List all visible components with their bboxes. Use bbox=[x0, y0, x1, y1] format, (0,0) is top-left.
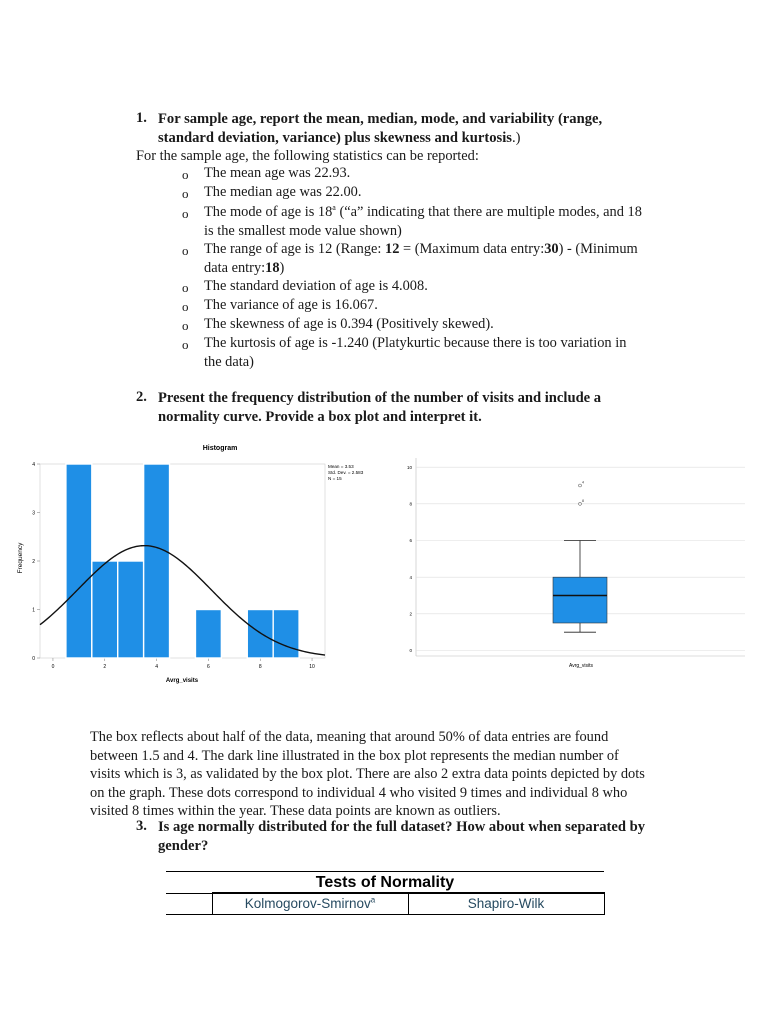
bullet-skewness: The skewness of age is 0.394 (Positively skewed). bbox=[204, 316, 494, 332]
bullet-marker: o bbox=[182, 206, 189, 221]
q1-heading bbox=[158, 110, 718, 147]
histogram-y-tick-label: 3 bbox=[32, 510, 35, 517]
bullet-range-text-min: ) - (Minimum bbox=[558, 241, 638, 257]
sw-header-label: Shapiro-Wilk bbox=[467, 896, 545, 911]
bullet-range-max-value: 30 bbox=[544, 241, 559, 257]
bullet-marker: o bbox=[182, 243, 189, 258]
histogram-x-axis-label: Avrg_visits bbox=[165, 678, 199, 684]
normality-table-title: Tests of Normality bbox=[315, 874, 455, 891]
ks-header-label: Kolmogorov-Smirnov bbox=[244, 896, 371, 911]
q1-heading-line2-tail: .) bbox=[511, 129, 521, 146]
boxplot-outlier-label: 8 bbox=[582, 498, 584, 503]
normality-table-corner-cell bbox=[166, 892, 213, 915]
bullet-mean: The mean age was 22.93. bbox=[204, 165, 351, 181]
ks-header-superscript: a bbox=[370, 895, 376, 905]
interpretation-line: on the graph. These dots correspond to individual 4 who visited 9 times and individual 8 who bbox=[90, 784, 628, 801]
q2-heading-line1: Present the frequency distribution of the number of visits and include a bbox=[158, 390, 602, 406]
interpretation-paragraph bbox=[90, 728, 730, 821]
bullet-marker: o bbox=[182, 299, 189, 314]
bullet-mode-line2: is the smallest mode value shown) bbox=[204, 222, 402, 239]
bullet-marker: o bbox=[182, 167, 189, 182]
boxplot-y-tick-label: 0 bbox=[409, 648, 412, 654]
bullet-marker: o bbox=[182, 186, 189, 201]
boxplot-y-tick-label: 10 bbox=[406, 464, 412, 470]
histogram-y-tick-label: 0 bbox=[32, 655, 35, 662]
histogram-bar bbox=[144, 464, 170, 658]
histogram-x-tick-label: 6 bbox=[207, 664, 210, 670]
bullet-range-value: 12 bbox=[385, 241, 400, 257]
histogram-y-tick-label: 4 bbox=[32, 461, 35, 468]
bullet-mode-superscript: a bbox=[332, 203, 336, 213]
boxplot-outlier-label: 4 bbox=[582, 480, 584, 485]
bullet-mode bbox=[204, 203, 674, 240]
histogram-title: Histogram bbox=[202, 445, 238, 452]
boxplot-y-tick-label: 4 bbox=[409, 574, 412, 580]
bullet-range bbox=[204, 240, 674, 277]
histogram-bar bbox=[247, 610, 273, 659]
bullet-kurtosis bbox=[204, 334, 674, 371]
boxplot-y-tick-label: 8 bbox=[409, 501, 412, 507]
q2-number: 2. bbox=[136, 389, 147, 405]
bullet-kurtosis-line2: the data) bbox=[204, 353, 254, 370]
q2-heading bbox=[158, 389, 718, 426]
histogram-bar bbox=[118, 561, 144, 658]
bullet-range-close: ) bbox=[279, 259, 285, 276]
bullet-range-text-max: = (Maximum data entry: bbox=[399, 241, 545, 257]
q1-heading-line2-bold: standard deviation, variance) plus skewness and kurtosis bbox=[158, 129, 512, 146]
boxplot-x-axis-label: Avrg_visits bbox=[568, 663, 594, 669]
bullet-range-text: The range of age is 12 (Range: bbox=[204, 241, 386, 257]
bullet-marker: o bbox=[182, 318, 189, 333]
histogram-x-tick-label: 2 bbox=[103, 664, 107, 670]
q1-number: 1. bbox=[136, 110, 147, 126]
interpretation-line: The box reflects about half of the data, meaning that around 50% of data entries are found bbox=[90, 729, 609, 745]
histogram-y-tick-label: 2 bbox=[32, 558, 35, 565]
interpretation-line: visits which is 3, as validated by the box plot. There are also 2 extra data points depicted by dots bbox=[90, 766, 645, 782]
histogram-stat-n: N = 15 bbox=[328, 476, 342, 481]
histogram-stat-mean: Mean = 3.53 bbox=[328, 464, 354, 469]
q2-heading-line2: normality curve. Provide a box plot and interpret it. bbox=[158, 408, 482, 425]
histogram-x-tick-label: 0 bbox=[51, 664, 55, 670]
bullet-marker: o bbox=[182, 280, 189, 295]
q1-heading-line2 bbox=[158, 129, 718, 148]
interpretation-line: visited 8 times within the year. These data points are known as outliers. bbox=[90, 803, 501, 819]
normality-table-title-row bbox=[166, 871, 604, 894]
normality-table-header-sw bbox=[408, 892, 605, 915]
q1-heading-line1: For sample age, report the mean, median, mode, and variability (range, bbox=[158, 111, 603, 127]
histogram-bar bbox=[195, 610, 221, 659]
histogram-y-axis-label: Frequency bbox=[17, 542, 24, 574]
histogram-x-tick-label: 4 bbox=[155, 664, 158, 670]
histogram-bar bbox=[273, 610, 299, 659]
histogram-bar bbox=[66, 464, 92, 658]
q1-intro: For the sample age, the following statistics can be reported: bbox=[136, 148, 479, 164]
bullet-mode-text: The mode of age is 18 bbox=[204, 204, 333, 220]
histogram-stats-legend bbox=[328, 464, 364, 481]
histogram-x-tick-label: 8 bbox=[258, 664, 262, 670]
histogram-x-tick-label: 10 bbox=[309, 664, 315, 670]
boxplot-y-tick-label: 2 bbox=[409, 611, 412, 617]
bullet-std-dev: The standard deviation of age is 4.008. bbox=[204, 278, 428, 294]
bullet-range-min-value: 18 bbox=[265, 259, 280, 276]
histogram-bar bbox=[92, 561, 118, 658]
bullet-marker: o bbox=[182, 337, 189, 352]
boxplot-chart bbox=[398, 452, 760, 674]
bullet-mode-text-cont: (“a” indicating that there are multiple modes, and 18 bbox=[335, 204, 642, 220]
interpretation-line: between 1.5 and 4. The dark line illustrated in the box plot represents the median number of bbox=[90, 747, 619, 764]
q3-number: 3. bbox=[136, 818, 147, 834]
boxplot-box bbox=[553, 577, 607, 623]
bullet-range-line2: data entry: bbox=[204, 259, 266, 276]
q3-heading bbox=[158, 818, 728, 855]
q3-heading-line2: gender? bbox=[158, 837, 209, 854]
histogram-stat-std-dev: Std. Dev. = 2.583 bbox=[328, 470, 364, 475]
bullet-median: The median age was 22.00. bbox=[204, 184, 362, 200]
bullet-variance: The variance of age is 16.067. bbox=[204, 297, 378, 313]
boxplot-y-tick-label: 6 bbox=[409, 538, 412, 544]
bullet-kurtosis-line1: The kurtosis of age is -1.240 (Platykurtic because there is too variation in bbox=[204, 335, 627, 351]
normality-table-header-ks bbox=[212, 892, 409, 915]
histogram-chart bbox=[0, 436, 400, 688]
histogram-y-tick-label: 1 bbox=[32, 607, 35, 614]
q3-heading-line1: Is age normally distributed for the full dataset? How about when separated by bbox=[158, 819, 646, 835]
